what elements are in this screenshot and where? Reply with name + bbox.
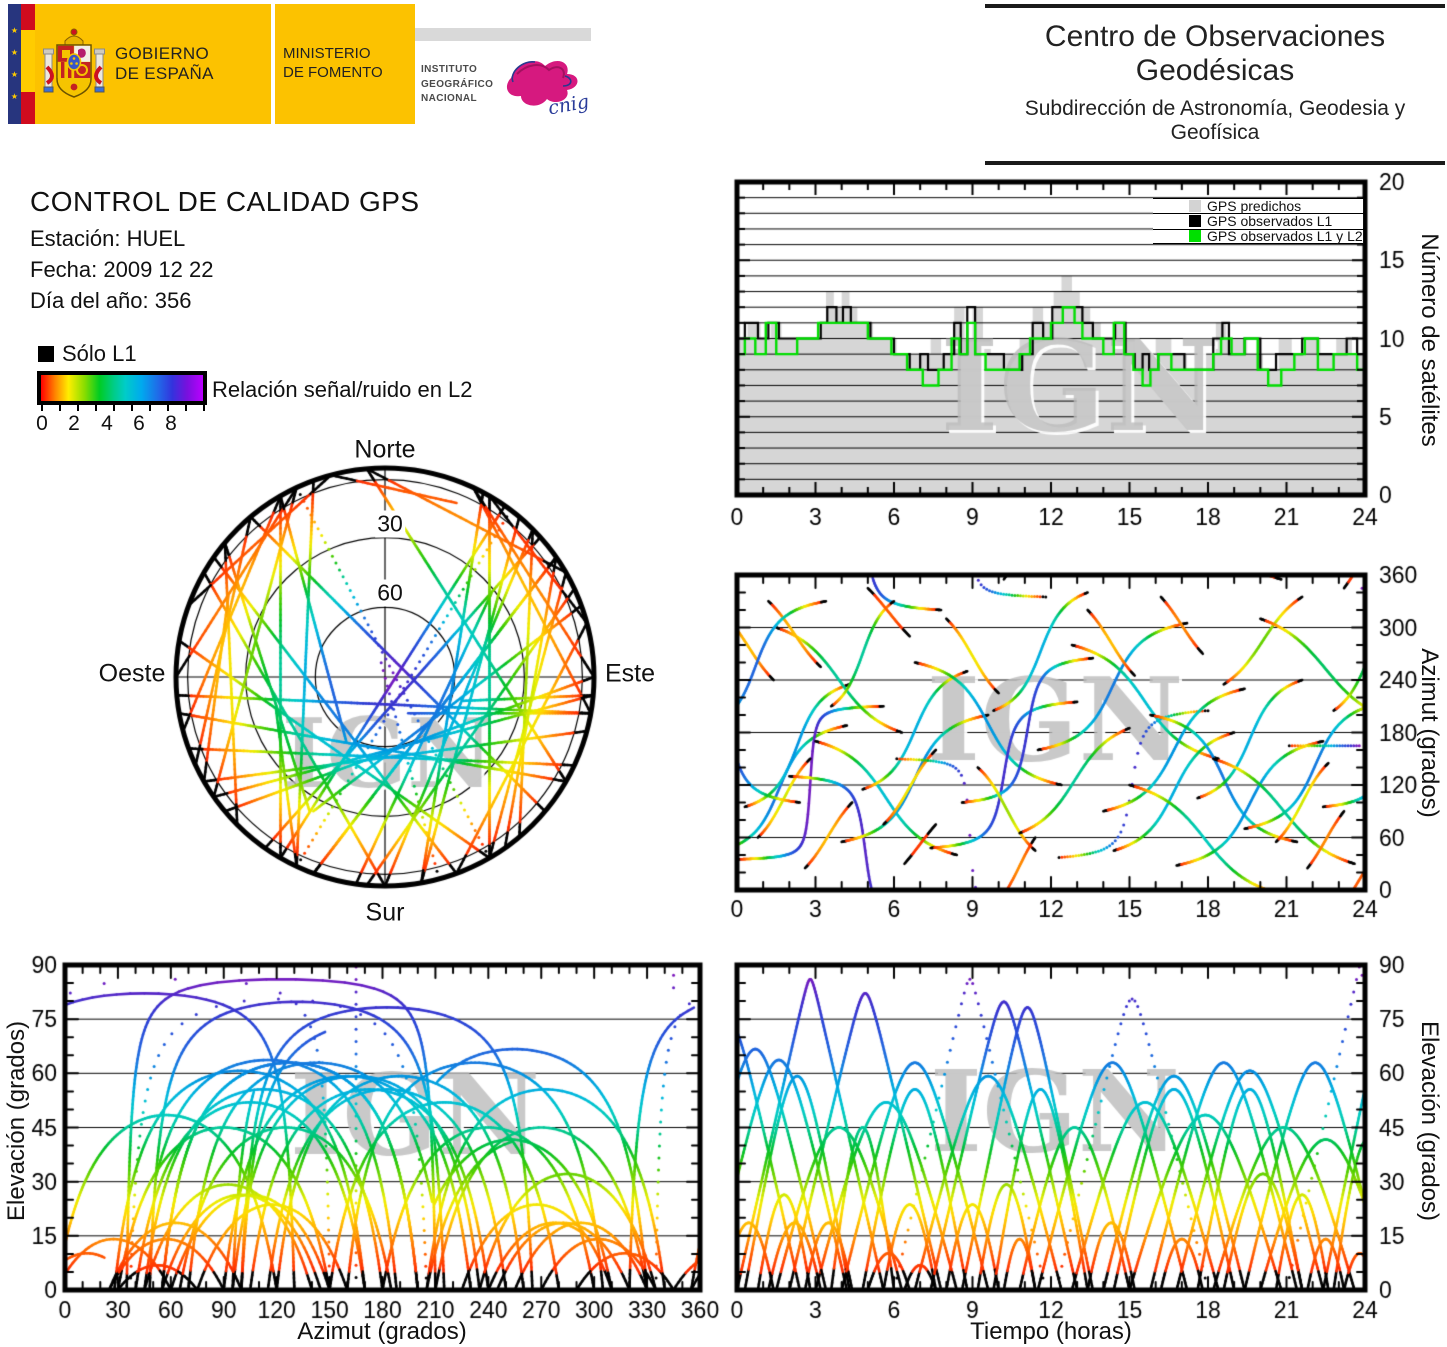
government-logo-block — [8, 4, 591, 124]
cnig-wordmark: cnig — [546, 90, 591, 120]
sat-chart-y-axis-title: Número de satélites — [1416, 233, 1443, 447]
elev-time-chart-x-axis-title: Tiempo (horas) — [970, 1318, 1132, 1345]
colorbar-tick — [149, 405, 151, 411]
eu-flag-strip — [8, 4, 21, 124]
colorbar-tick — [167, 405, 169, 411]
gobierno-box — [35, 4, 271, 124]
centro-subtitle: Subdirección de Astronomía, Geodesia y Geofísica — [1024, 97, 1406, 144]
day-of-year-label: Día del año: 356 — [30, 288, 192, 313]
skyplot-east-label: Este — [604, 659, 656, 688]
station-label: Estación: HUEL — [30, 226, 186, 251]
solo-l1-legend — [38, 341, 137, 367]
skyplot-south-label: Sur — [365, 898, 405, 927]
skyplot-ring-60-label: 60 — [377, 579, 403, 606]
colorbar-tick — [41, 405, 43, 411]
elevation-time-chart-canvas — [725, 950, 1447, 1347]
spain-flag-strip — [21, 4, 35, 124]
colorbar-tick — [203, 405, 205, 411]
legend-row-observados-l1l2 — [1153, 229, 1363, 245]
spain-flag-yellow — [21, 30, 35, 92]
gobierno-label: GOBIERNO DE ESPAÑA — [115, 43, 214, 83]
colorbar-tick — [131, 405, 133, 411]
skyplot-ring-30-label: 30 — [377, 510, 403, 537]
skyplot-north-label: Norte — [354, 435, 416, 464]
eu-star-icon: ★ — [10, 26, 19, 35]
colorbar-tick-label: 6 — [133, 412, 145, 435]
spain-coat-of-arms-icon — [43, 27, 105, 101]
legend-label: GPS observados L1 — [1207, 213, 1333, 230]
spain-flag-red — [21, 92, 35, 124]
colorbar-tick — [185, 405, 187, 411]
colorbar-tick — [77, 405, 79, 411]
legend-row-predichos — [1153, 198, 1363, 214]
colorbar-tick — [59, 405, 61, 411]
azimuth-time-chart-canvas — [725, 560, 1447, 935]
instituto-gray-bar — [415, 28, 591, 41]
gray-swatch-icon — [1189, 200, 1201, 212]
colorbar-tick-label: 2 — [68, 412, 80, 435]
ministerio-label: MINISTERIO DE FOMENTO — [283, 45, 383, 81]
legend-label: GPS observados L1 y L2 — [1207, 228, 1363, 245]
spain-flag-red — [21, 4, 35, 30]
black-swatch-icon — [1189, 215, 1201, 227]
elevation-azimuth-chart-canvas — [0, 950, 720, 1347]
elev-azimuth-chart-y-axis-title: Elevación (grados) — [3, 1020, 30, 1222]
legend-row-observados-l1 — [1153, 213, 1363, 229]
sat-chart-legend — [1153, 198, 1363, 245]
eu-star-icon: ★ — [10, 92, 19, 101]
green-swatch-icon — [1189, 230, 1201, 242]
snr-colorbar-label: Relación señal/ruido en L2 — [212, 377, 473, 402]
black-square-icon — [38, 346, 54, 362]
centro-title: Centro de Observaciones Geodésicas — [1044, 20, 1386, 87]
instituto-label: INSTITUTO GEOGRÁFICO NACIONAL — [421, 64, 494, 105]
snr-colorbar — [37, 371, 207, 405]
colorbar-tick-label: 4 — [101, 412, 113, 435]
elev-azimuth-chart-x-axis-title: Azimut (grados) — [297, 1318, 467, 1345]
skyplot-west-label: Oeste — [98, 659, 166, 688]
colorbar-tick-label: 8 — [165, 412, 177, 435]
colorbar-tick-label: 0 — [36, 412, 48, 435]
elev-time-chart-y-axis-title: Elevación (grados) — [1416, 1020, 1443, 1222]
colorbar-tick — [95, 405, 97, 411]
date-label: Fecha: 2009 12 22 — [30, 257, 214, 282]
eu-star-icon: ★ — [10, 70, 19, 79]
page-title: CONTROL DE CALIDAD GPS — [30, 186, 420, 217]
azimuth-chart-y-axis-title: Azimut (grados) — [1416, 648, 1443, 818]
legend-label: GPS predichos — [1207, 197, 1302, 214]
ministerio-box — [275, 4, 415, 124]
colorbar-tick — [113, 405, 115, 411]
eu-star-icon: ★ — [10, 48, 19, 57]
cnig-logo — [497, 52, 589, 118]
solo-l1-label: Sólo L1 — [62, 341, 137, 366]
centro-header — [985, 4, 1445, 165]
instituto-box — [415, 4, 591, 124]
